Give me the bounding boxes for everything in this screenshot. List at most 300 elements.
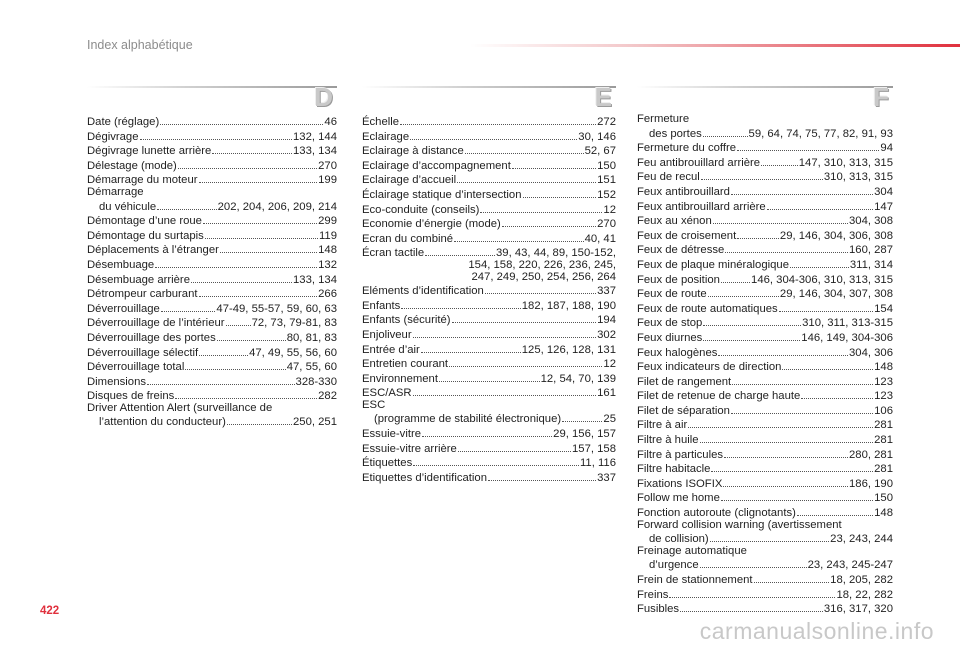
- entry-pages: 52, 67: [584, 145, 616, 158]
- index-entry: [362, 187, 616, 202]
- entry-term: du véhicule: [99, 200, 157, 213]
- entry-term: Feux au xénon: [637, 215, 712, 228]
- dot-leader: [732, 374, 873, 385]
- entry-term: Filet de retenue de charge haute: [637, 390, 801, 403]
- index-entry: [362, 272, 616, 284]
- dot-leader: [782, 359, 873, 370]
- entry-pages: 151: [597, 174, 616, 187]
- index-entry: [637, 374, 893, 389]
- entry-pages: 47-49, 55-57, 59, 60, 63: [216, 302, 337, 315]
- entry-pages: 299: [318, 215, 337, 228]
- entry-pages: 337: [597, 471, 616, 484]
- column-rule: [362, 86, 616, 88]
- entry-term: Environnement: [362, 372, 438, 385]
- entry-term: des portes: [649, 127, 702, 140]
- entry-term: Délestage (mode): [87, 159, 177, 172]
- entry-pages: 154: [874, 302, 893, 315]
- dot-leader: [485, 283, 596, 294]
- index-entry: [637, 242, 893, 257]
- entry-pages: 199: [318, 174, 337, 187]
- entry-term: Eco-conduite (conseils): [362, 203, 480, 216]
- index-entry: [362, 312, 616, 327]
- column-rule: [637, 86, 893, 88]
- entry-term: ESC: [362, 398, 386, 411]
- entry-term: Freins: [637, 588, 669, 601]
- entry-term: Filet de séparation: [637, 404, 730, 417]
- entry-pages: 311, 314: [849, 258, 893, 271]
- dot-leader: [227, 414, 292, 425]
- dot-leader: [422, 426, 552, 437]
- entry-pages: 18, 22, 282: [836, 588, 893, 601]
- entry-pages: 194: [597, 314, 616, 327]
- dot-leader: [413, 327, 597, 338]
- entry-term: Feux de détresse: [637, 244, 725, 257]
- dot-leader: [401, 298, 520, 309]
- dot-leader: [713, 213, 848, 224]
- entry-term: Feu antibrouillard arrière: [637, 156, 761, 169]
- entry-term: Feux de stop: [637, 317, 703, 330]
- index-entry: [637, 126, 893, 141]
- dot-leader: [761, 155, 798, 166]
- entry-pages: 281: [874, 434, 893, 447]
- entry-pages: 132: [318, 258, 337, 271]
- entry-term: Filtre à huile: [637, 434, 699, 447]
- dot-leader: [731, 403, 873, 414]
- entry-pages: 148: [874, 361, 893, 374]
- dot-leader: [708, 286, 779, 297]
- index-entry: [87, 187, 337, 199]
- dot-leader: [700, 432, 874, 443]
- entry-term: Déverrouillage total: [87, 361, 185, 374]
- dot-leader: [797, 505, 873, 516]
- dot-leader: [155, 257, 317, 268]
- dot-leader: [488, 470, 596, 481]
- index-entry: [362, 158, 616, 173]
- dot-leader: [725, 242, 848, 253]
- index-entry: [637, 272, 893, 287]
- entry-term: Désembuage: [87, 258, 155, 271]
- index-entry: [637, 199, 893, 214]
- entry-term: Fonction autoroute (clignotants): [637, 507, 796, 520]
- index-entry: [362, 245, 616, 260]
- entry-term: Feux de plaque minéralogique: [637, 258, 789, 271]
- entry-pages: 123: [874, 375, 893, 388]
- entry-term: Filet de rangement: [637, 375, 732, 388]
- entry-term: Disques de freins: [87, 390, 175, 403]
- entry-pages: 281: [874, 463, 893, 476]
- dot-leader: [220, 242, 317, 253]
- dot-leader: [669, 587, 835, 598]
- index-entry: [362, 400, 616, 412]
- entry-term: Feu de recul: [637, 171, 700, 184]
- index-entry: [637, 403, 893, 418]
- dot-leader: [157, 199, 216, 210]
- entry-pages: 304, 306: [849, 346, 893, 359]
- entry-pages: 150: [874, 492, 893, 505]
- entry-term: Fermeture du coffre: [637, 142, 736, 155]
- index-entry: [362, 385, 616, 400]
- index-entry: [637, 140, 893, 155]
- entry-pages: 119: [318, 229, 337, 242]
- entry-list: [637, 114, 893, 616]
- dot-leader: [779, 301, 873, 312]
- index-entry: [87, 403, 337, 415]
- dot-leader: [680, 601, 823, 612]
- header-accent-bar: [470, 44, 960, 47]
- entry-term: Désembuage arrière: [87, 273, 190, 286]
- index-entry: [637, 476, 893, 491]
- entry-term: Driver Attention Alert (surveillance de: [87, 401, 273, 414]
- index-entry: [87, 414, 337, 429]
- index-entry: [87, 374, 337, 389]
- entry-term: Date (réglage): [87, 116, 160, 128]
- dot-leader: [217, 330, 286, 341]
- index-entry: [362, 327, 616, 342]
- dot-leader: [449, 356, 602, 367]
- entry-pages: 337: [597, 285, 616, 298]
- entry-pages: 23, 243, 245-247: [807, 559, 893, 572]
- index-entry: [637, 461, 893, 476]
- dot-leader: [175, 388, 317, 399]
- dot-leader: [721, 490, 873, 501]
- dot-leader: [191, 272, 292, 283]
- entry-term: Feux de route automatiques: [637, 302, 778, 315]
- dot-leader: [701, 169, 823, 180]
- index-entry: [362, 455, 616, 470]
- dot-leader: [178, 158, 317, 169]
- dot-leader: [410, 129, 577, 140]
- dot-leader: [562, 411, 602, 422]
- entry-pages: 160, 287: [849, 244, 893, 257]
- entry-term: Follow me home: [637, 492, 720, 505]
- column-rule: [87, 86, 337, 88]
- entry-pages: 328-330: [295, 375, 337, 388]
- entry-term: Feux de position: [637, 273, 720, 286]
- entry-term: Détrompeur carburant: [87, 288, 198, 301]
- dot-leader: [801, 388, 873, 399]
- column-header: [87, 82, 337, 112]
- entry-pages: 11, 116: [579, 457, 616, 470]
- index-entry: [362, 129, 616, 144]
- entry-pages: 72, 73, 79-81, 83: [251, 317, 337, 330]
- entry-term: Eclairage d’accompagnement: [362, 159, 511, 172]
- entry-pages: 147, 310, 313, 315: [798, 156, 893, 169]
- dot-leader: [512, 158, 596, 169]
- dot-leader: [454, 231, 584, 242]
- index-entry: [637, 345, 893, 360]
- entry-pages: 152: [597, 188, 616, 201]
- entry-pages: 186, 190: [849, 477, 893, 490]
- index-entry: [362, 216, 616, 231]
- entry-pages: 148: [318, 244, 337, 257]
- column-header: [362, 82, 616, 112]
- dot-leader: [140, 129, 293, 140]
- dot-leader: [413, 385, 597, 396]
- index-entry: [362, 470, 616, 485]
- entry-pages: 281: [874, 419, 893, 432]
- index-entry: [87, 301, 337, 316]
- entry-term: Démontage du surtapis: [87, 229, 204, 242]
- entry-pages: 148: [874, 507, 893, 520]
- index-entry: [87, 330, 337, 345]
- index-entry: [637, 417, 893, 432]
- entry-term: Feux antibrouillard: [637, 185, 730, 198]
- index-entry: [637, 601, 893, 616]
- entry-pages: 133, 134: [293, 273, 337, 286]
- dot-leader: [226, 315, 251, 326]
- entry-pages: 94: [880, 142, 893, 155]
- entry-pages: 47, 55, 60: [286, 361, 337, 374]
- index-entry: [637, 155, 893, 170]
- entry-pages: 30, 146: [578, 130, 616, 143]
- entry-term: Forward collision warning (avertissement: [637, 518, 842, 531]
- dot-leader: [199, 345, 248, 356]
- entry-pages: 18, 205, 282: [830, 574, 893, 586]
- index-entry: [637, 572, 893, 587]
- entry-pages: 270: [597, 218, 616, 231]
- index-entry: [362, 298, 616, 313]
- entry-term: Étiquettes: [362, 457, 413, 470]
- index-entry: [87, 199, 337, 214]
- entry-term: Fermeture: [637, 113, 690, 125]
- entry-pages: 47, 49, 55, 56, 60: [249, 346, 337, 359]
- entry-term: Feux antibrouillard arrière: [637, 200, 766, 213]
- index-entry: [637, 388, 893, 403]
- watermark: carmanualsonline.info: [699, 618, 934, 644]
- entry-term: Démarrage du moteur: [87, 174, 198, 187]
- dot-leader: [425, 245, 495, 256]
- entry-term: (programme de stabilité électronique): [374, 413, 562, 426]
- entry-pages: 302: [597, 328, 616, 341]
- index-entry: [87, 257, 337, 272]
- entry-term: Feux indicateurs de direction: [637, 361, 782, 374]
- entry-term: l’attention du conducteur): [99, 416, 226, 429]
- entry-pages: 247, 249, 250, 254, 256, 264: [471, 270, 616, 283]
- index-entry: [87, 242, 337, 257]
- index-entry: [87, 315, 337, 330]
- entry-term: Dégivrage lunette arrière: [87, 145, 212, 158]
- dot-leader: [721, 272, 750, 283]
- entry-pages: 182, 187, 188, 190: [521, 299, 616, 312]
- section-letter: D: [314, 82, 333, 112]
- entry-term: Démarrage: [87, 185, 144, 198]
- entry-pages: 157, 158: [572, 442, 616, 455]
- index-entry: [637, 546, 893, 558]
- dot-leader: [199, 286, 318, 297]
- dot-leader: [724, 447, 848, 458]
- entry-term: Échelle: [362, 116, 400, 128]
- entry-pages: 146, 149, 304-306: [801, 331, 893, 344]
- entry-term: Déverrouillage sélectif: [87, 346, 199, 359]
- entry-list: [87, 114, 337, 429]
- entry-pages: 270: [318, 159, 337, 172]
- dot-leader: [458, 441, 571, 452]
- index-entry: [87, 172, 337, 187]
- entry-term: Fixations ISOFIX: [637, 477, 723, 490]
- entry-term: Dégivrage: [87, 130, 139, 143]
- index-entry: [637, 490, 893, 505]
- entry-term: Feux diurnes: [637, 331, 703, 344]
- index-entry: [362, 342, 616, 357]
- index-entry: [637, 213, 893, 228]
- index-entry: [637, 286, 893, 301]
- entry-pages: 147: [874, 200, 893, 213]
- dot-leader: [465, 143, 584, 154]
- dot-leader: [737, 228, 779, 239]
- index-entry: [87, 129, 337, 144]
- entry-term: Eclairage: [362, 130, 410, 143]
- index-entry: [637, 587, 893, 602]
- index-entry: [637, 432, 893, 447]
- index-entry: [362, 371, 616, 386]
- dot-leader: [400, 114, 596, 125]
- entry-pages: 23, 243, 244: [830, 533, 893, 546]
- index-entry: [87, 114, 337, 129]
- entry-term: Feux halogènes: [637, 346, 718, 359]
- entry-term: Filtre habitacle: [637, 463, 711, 476]
- index-entry: [637, 114, 893, 126]
- entry-pages: 150: [597, 159, 616, 172]
- entry-pages: 80, 81, 83: [286, 331, 337, 344]
- entry-pages: 59, 64, 74, 75, 77, 82, 91, 93: [748, 127, 893, 140]
- dot-leader: [723, 476, 848, 487]
- index-entry: [362, 260, 616, 272]
- dot-leader: [161, 301, 216, 312]
- index-entry: [87, 345, 337, 360]
- entry-pages: 125, 126, 128, 131: [521, 343, 616, 356]
- entry-pages: 310, 313, 315: [823, 171, 893, 184]
- index-entry: [362, 143, 616, 158]
- index-entry: [87, 213, 337, 228]
- index-entry: [362, 426, 616, 441]
- index-entry: [637, 520, 893, 532]
- section-title: Index alphabétique: [87, 38, 193, 52]
- index-entry: [362, 411, 616, 426]
- dot-leader: [718, 345, 848, 356]
- dot-leader: [452, 312, 597, 323]
- entry-pages: 304, 308: [849, 215, 893, 228]
- dot-leader: [147, 374, 295, 385]
- entry-term: Entretien courant: [362, 358, 449, 371]
- index-entry: [362, 231, 616, 246]
- entry-pages: 250, 251: [293, 416, 337, 429]
- dot-leader: [737, 140, 879, 151]
- entry-term: Economie d’énergie (mode): [362, 218, 501, 231]
- entry-term: Déverrouillage des portes: [87, 331, 216, 344]
- entry-list: [362, 114, 616, 484]
- entry-pages: 282: [318, 390, 337, 403]
- entry-pages: 154, 158, 220, 226, 236, 245,: [468, 258, 616, 271]
- index-entry: [87, 359, 337, 374]
- entry-pages: 161: [597, 387, 616, 400]
- dot-leader: [767, 199, 873, 210]
- entry-term: Entrée d’air: [362, 343, 420, 356]
- entry-pages: 146, 304-306, 310, 313, 315: [751, 273, 893, 286]
- index-entry: [87, 286, 337, 301]
- entry-term: Fusibles: [637, 603, 680, 616]
- entry-term: Éclairage statique d’intersection: [362, 188, 522, 201]
- entry-pages: 12: [603, 203, 616, 216]
- dot-leader: [688, 417, 873, 428]
- entry-pages: 272: [597, 116, 616, 128]
- dot-leader: [457, 172, 596, 183]
- entry-pages: 106: [874, 404, 893, 417]
- index-entry: [637, 184, 893, 199]
- entry-pages: 310, 311, 313-315: [802, 317, 893, 330]
- dot-leader: [203, 213, 317, 224]
- entry-pages: 202, 204, 206, 209, 214: [217, 200, 337, 213]
- index-entry: [87, 228, 337, 243]
- index-entry: [637, 359, 893, 374]
- dot-leader: [480, 202, 602, 213]
- entry-term: Enjoliveur: [362, 328, 412, 341]
- entry-pages: 123: [874, 390, 893, 403]
- index-entry: [362, 202, 616, 217]
- entry-pages: 39, 43, 44, 89, 150-152,: [496, 247, 616, 260]
- entry-pages: 304: [874, 185, 893, 198]
- index-entry: [637, 315, 893, 330]
- entry-term: Eclairage d’accueil: [362, 174, 457, 187]
- index-entry: [637, 169, 893, 184]
- index-entry: [637, 330, 893, 345]
- entry-term: Feux de route: [637, 288, 707, 301]
- entry-term: Écran tactile: [362, 247, 425, 260]
- entry-term: Déverrouillage: [87, 302, 160, 315]
- dot-leader: [754, 572, 830, 583]
- entry-term: Eclairage à distance: [362, 145, 464, 158]
- dot-leader: [700, 557, 807, 568]
- entry-pages: 29, 156, 157: [553, 428, 616, 441]
- entry-term: Feux de croisement: [637, 229, 737, 242]
- entry-pages: 316, 317, 320: [823, 603, 893, 616]
- entry-pages: 29, 146, 304, 306, 308: [779, 229, 893, 242]
- index-entry: [637, 505, 893, 520]
- entry-pages: 29, 146, 304, 307, 308: [779, 288, 893, 301]
- entry-pages: 46: [324, 116, 337, 128]
- entry-term: d’urgence: [649, 559, 699, 572]
- index-entry: [362, 283, 616, 298]
- section-letter: F: [873, 82, 889, 112]
- dot-leader: [703, 330, 800, 341]
- entry-pages: 25: [603, 413, 616, 426]
- entry-term: Enfants (sécurité): [362, 314, 451, 327]
- index-entry: [87, 272, 337, 287]
- entry-term: Etiquettes d’identification: [362, 471, 487, 484]
- entry-term: Déplacements à l’étranger: [87, 244, 219, 257]
- entry-term: Dimensions: [87, 375, 147, 388]
- dot-leader: [205, 228, 318, 239]
- entry-term: Eléments d’identification: [362, 285, 484, 298]
- index-entry: [637, 557, 893, 572]
- index-entry: [362, 114, 616, 129]
- index-entry: [362, 356, 616, 371]
- dot-leader: [199, 172, 318, 183]
- dot-leader: [439, 371, 540, 382]
- entry-term: ESC/ASR: [362, 387, 412, 400]
- index-entry: [87, 158, 337, 173]
- index-column-e: [362, 82, 616, 484]
- entry-pages: 12: [603, 358, 616, 371]
- page-number: 422: [40, 605, 60, 617]
- dot-leader: [185, 359, 285, 370]
- entry-term: Enfants: [362, 299, 401, 312]
- index-entry: [637, 228, 893, 243]
- dot-leader: [703, 126, 748, 137]
- entry-pages: 280, 281: [849, 448, 893, 461]
- index-entry: [362, 172, 616, 187]
- entry-pages: 40, 41: [584, 232, 616, 245]
- index-entry: [637, 447, 893, 462]
